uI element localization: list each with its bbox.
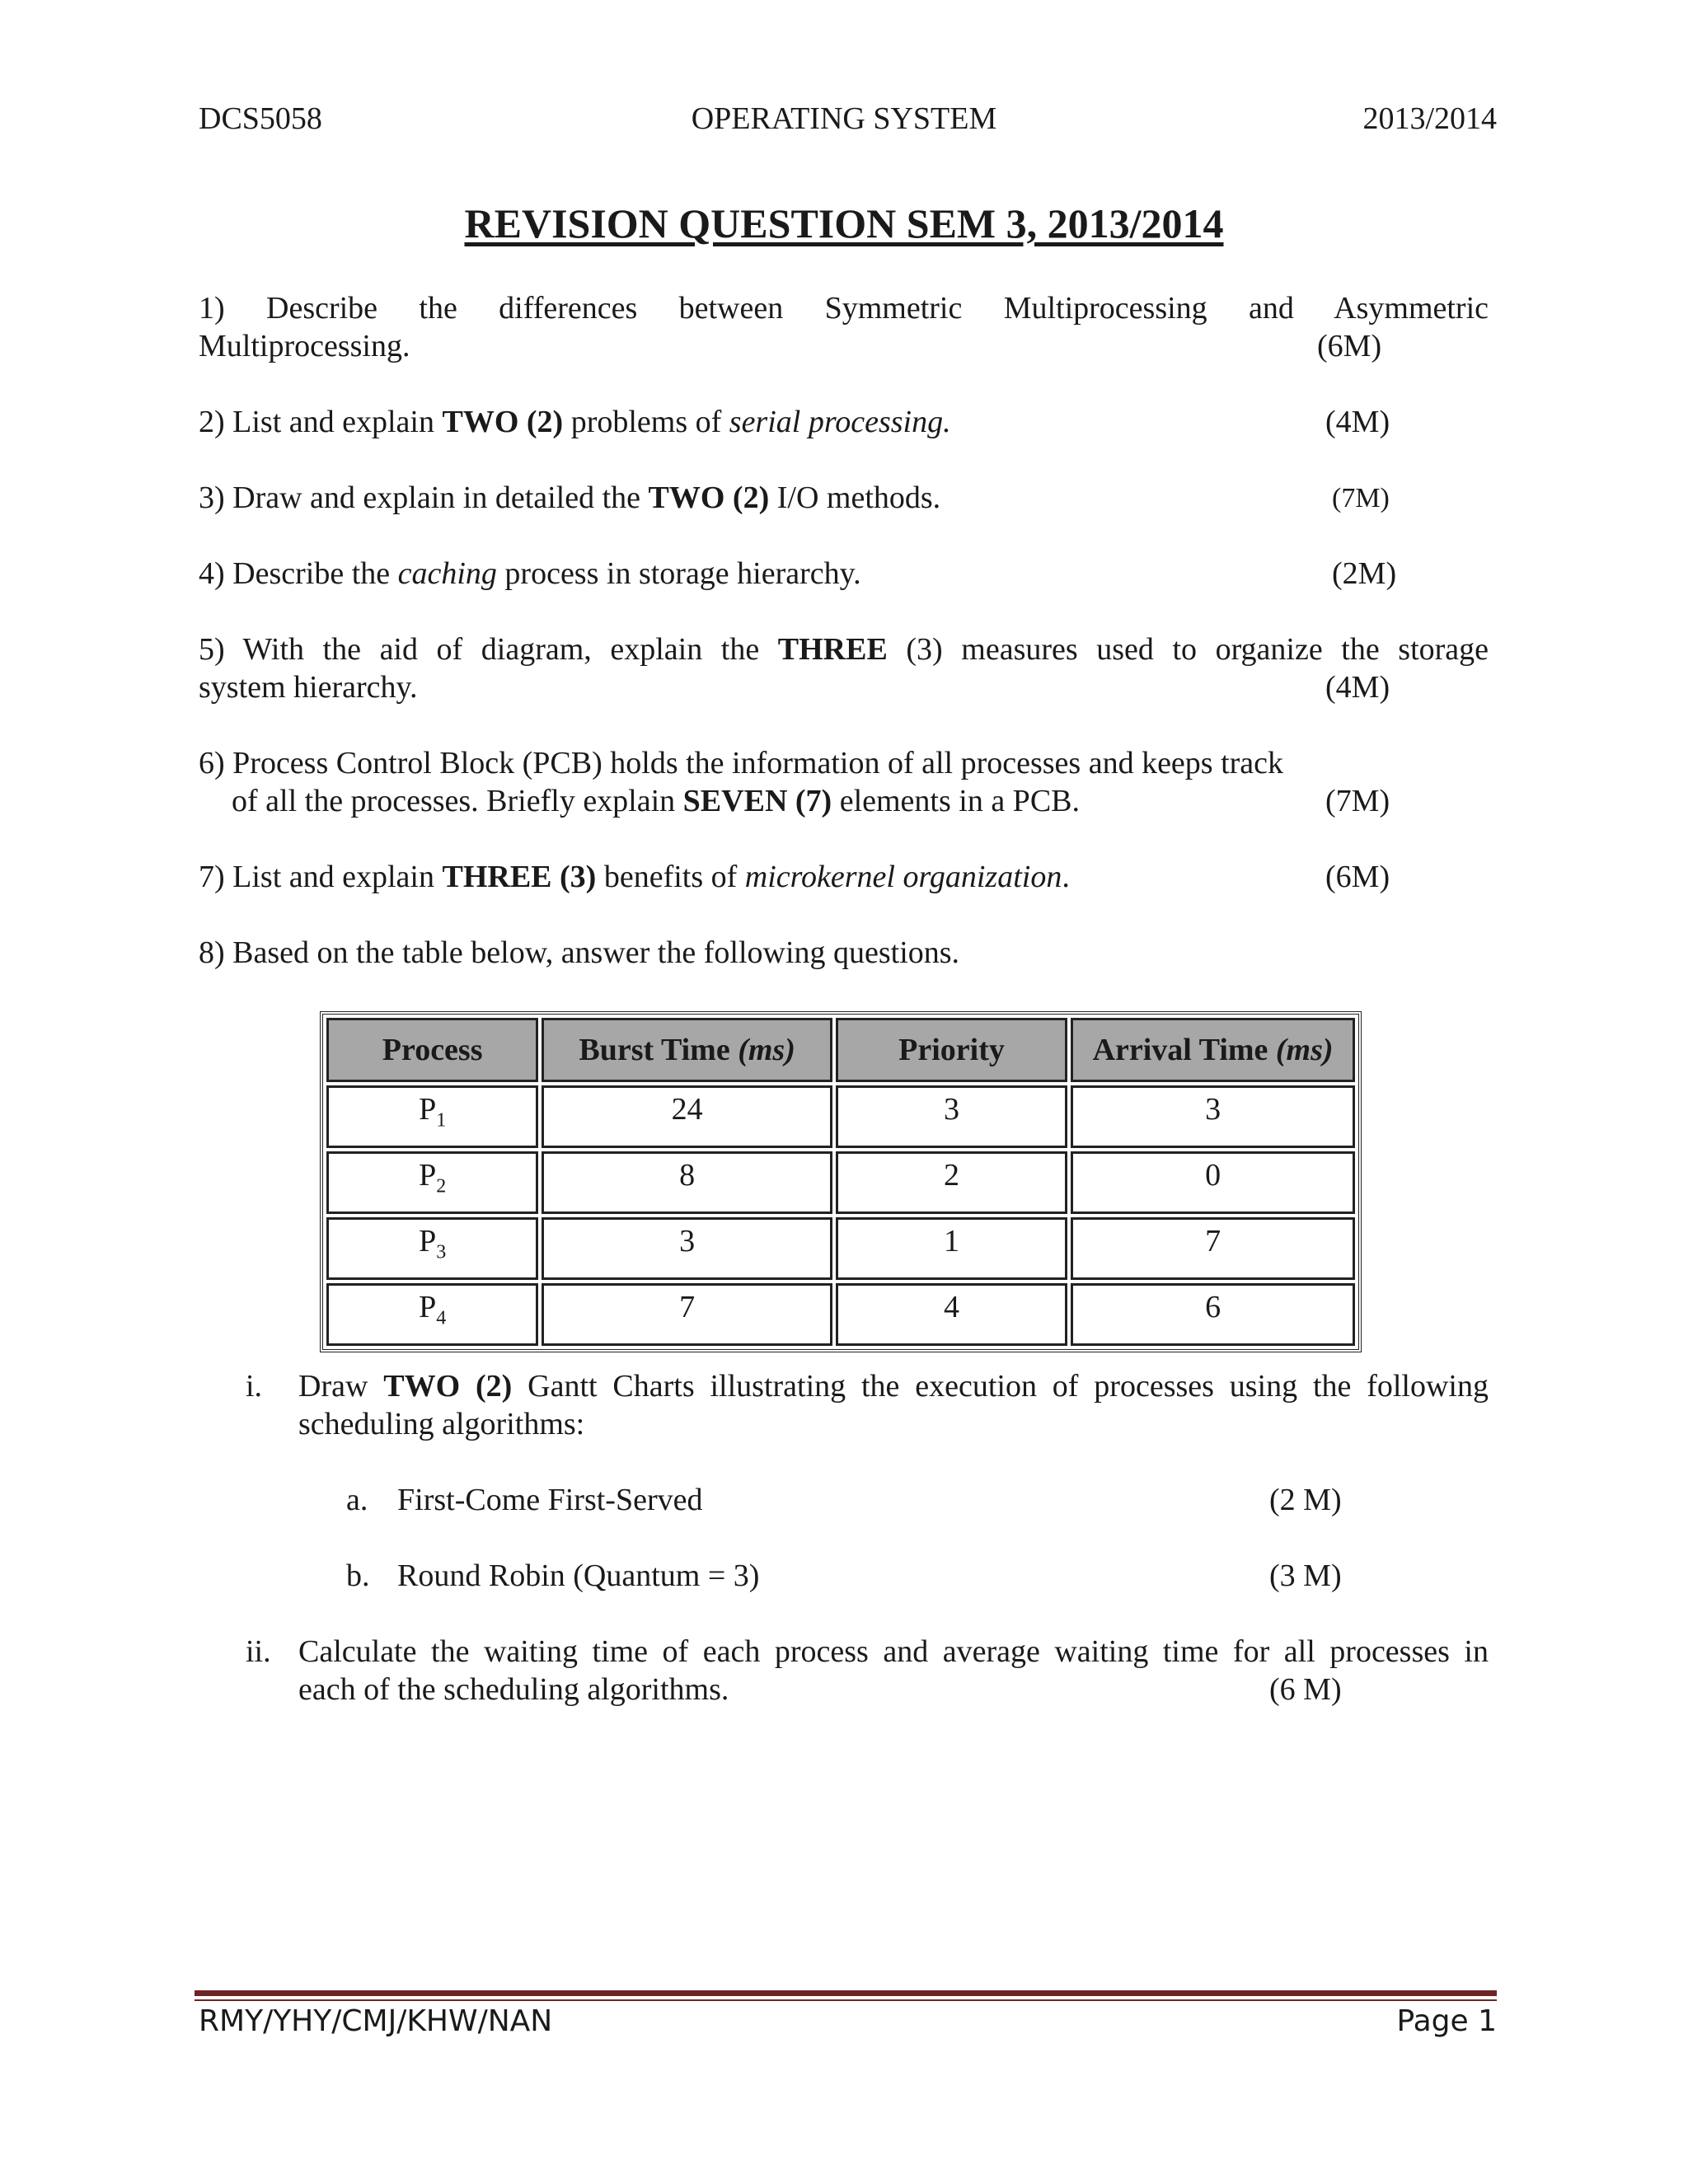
- footer-rule-thin: [195, 1999, 1497, 2001]
- question-1-marks: (6M): [1317, 329, 1382, 363]
- arrival-cell: 0: [1071, 1151, 1355, 1214]
- question-2: 2) List and explain TWO (2) problems of serial processing.: [199, 405, 951, 439]
- header-arrival-time: Arrival Time (ms): [1071, 1018, 1355, 1082]
- question-3: 3) Draw and explain in detailed the TWO (2) I/O methods.: [199, 480, 941, 515]
- header-session: 2013/2014: [1362, 101, 1497, 136]
- question-6-line-1: 6) Process Control Block (PCB) holds the information of all processes and keeps track: [199, 746, 1284, 780]
- header-priority: Priority: [836, 1018, 1067, 1082]
- process-cell: $P_1$: [326, 1085, 538, 1148]
- priority-cell: 1: [836, 1217, 1067, 1280]
- arrival-cell: 7: [1071, 1217, 1355, 1280]
- header-burst-time: Burst Time (ms): [542, 1018, 832, 1082]
- table-row: [326, 1217, 1355, 1280]
- question-5-line-1: 5) With the aid of diagram, explain the THREE (3) measures used to organize the storage: [199, 632, 1489, 667]
- question-1-line-2: Multiprocessing.: [199, 329, 410, 363]
- question-4: 4) Describe the caching process in storage hierarchy.: [199, 556, 861, 591]
- table-row: [326, 1283, 1355, 1346]
- priority-cell: 2: [836, 1151, 1067, 1214]
- table-row: [326, 1151, 1355, 1214]
- table-row: [326, 1085, 1355, 1148]
- question-7-marks: (6M): [1325, 860, 1390, 894]
- subquestion-ii-marks: (6 M): [1269, 1672, 1342, 1707]
- priority-cell: 4: [836, 1283, 1067, 1346]
- subquestion-ii-line-2: each of the scheduling algorithms.: [298, 1672, 729, 1707]
- question-5-line-2: system hierarchy.: [199, 670, 418, 705]
- table-header-row: [326, 1018, 1355, 1082]
- question-8: 8) Based on the table below, answer the following questions.: [199, 935, 960, 970]
- header-subject: OPERATING SYSTEM: [691, 101, 997, 136]
- question-4-marks: (2M): [1332, 556, 1397, 591]
- subquestion-i-line-2: scheduling algorithms:: [298, 1407, 585, 1441]
- arrival-cell: 6: [1071, 1283, 1355, 1346]
- burst-cell: 24: [542, 1085, 832, 1148]
- footer-rule: [195, 1990, 1497, 1996]
- question-6-marks: (7M): [1325, 784, 1390, 818]
- burst-cell: 3: [542, 1217, 832, 1280]
- item-a-letter: a.: [346, 1483, 368, 1517]
- item-b-letter: b.: [346, 1558, 370, 1593]
- header-course-code: DCS5058: [199, 101, 322, 136]
- footer-authors: RMY/YHY/CMJ/KHW/NAN: [199, 2004, 553, 2038]
- arrival-cell: 3: [1071, 1085, 1355, 1148]
- priority-cell: 3: [836, 1085, 1067, 1148]
- subquestion-ii-number: ii.: [246, 1634, 271, 1669]
- process-cell: $P_2$: [326, 1151, 538, 1214]
- item-a-text: First-Come First-Served: [397, 1483, 703, 1517]
- subquestion-ii-line-1: Calculate the waiting time of each process and average waiting time for all processes in: [298, 1634, 1489, 1669]
- header-process: Process: [326, 1018, 538, 1082]
- item-b-text: Round Robin (Quantum = 3): [397, 1558, 760, 1593]
- question-5-marks: (4M): [1325, 670, 1390, 705]
- question-2-marks: (4M): [1325, 405, 1390, 439]
- item-b-marks: (3 M): [1269, 1558, 1342, 1593]
- question-7: 7) List and explain THREE (3) benefits of microkernel organization.: [199, 860, 1070, 894]
- page-number: Page 1: [1396, 2004, 1497, 2038]
- item-a-marks: (2 M): [1269, 1483, 1342, 1517]
- process-cell: $P_4$: [326, 1283, 538, 1346]
- subquestion-i-number: i.: [246, 1369, 263, 1404]
- process-cell: $P_3$: [326, 1217, 538, 1280]
- question-6-line-2: of all the processes. Briefly explain SEVEN (7) elements in a PCB.: [232, 784, 1081, 818]
- page-title: REVISION QUESTION SEM 3, 2013/2014: [464, 200, 1224, 246]
- question-3-marks: (7M): [1332, 483, 1390, 513]
- question-1-line-1: 1) Describe the differences between Symmetric Multiprocessing and Asymmetric: [199, 291, 1489, 326]
- subquestion-i-line-1: Draw TWO (2) Gantt Charts illustrating the execution of processes using the following: [298, 1369, 1489, 1404]
- burst-cell: 7: [542, 1283, 832, 1346]
- process-table: [320, 1011, 1362, 1352]
- burst-cell: 8: [542, 1151, 832, 1214]
